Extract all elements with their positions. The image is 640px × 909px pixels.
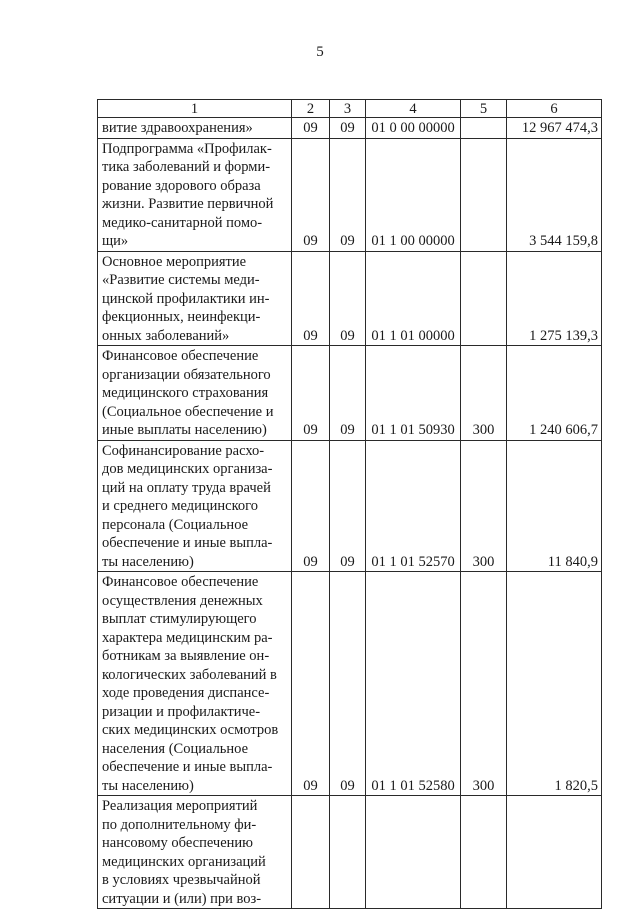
column-header: 5 bbox=[461, 100, 507, 118]
table-row bbox=[98, 796, 602, 909]
column-header: 3 bbox=[330, 100, 366, 118]
target-article-code: 01 1 01 52580 bbox=[366, 572, 461, 796]
section-code: 09 bbox=[292, 138, 330, 251]
amount-value: 12 967 474,3 bbox=[507, 118, 602, 139]
subsection-code: 09 bbox=[330, 572, 366, 796]
target-article-code: 01 0 00 00000 bbox=[366, 118, 461, 139]
row-name: Реализация мероприятий по дополнительному фи- нансовому обеспечению медицинских организаций в условиях чрезвычайной ситуации и (или) при воз- bbox=[98, 796, 292, 909]
subsection-code: 09 bbox=[330, 346, 366, 441]
expense-type-code: 300 bbox=[461, 346, 507, 441]
row-name: витие здравоохранения» bbox=[98, 118, 292, 139]
section-code bbox=[292, 796, 330, 909]
budget-table bbox=[97, 99, 602, 909]
section-code: 09 bbox=[292, 251, 330, 346]
amount-value: 1 240 606,7 bbox=[507, 346, 602, 441]
expense-type-code bbox=[461, 138, 507, 251]
target-article-code: 01 1 01 50930 bbox=[366, 346, 461, 441]
expense-type-code: 300 bbox=[461, 440, 507, 572]
expense-type-code bbox=[461, 118, 507, 139]
amount-value: 1 820,5 bbox=[507, 572, 602, 796]
amount-value: 11 840,9 bbox=[507, 440, 602, 572]
target-article-code bbox=[366, 796, 461, 909]
subsection-code bbox=[330, 796, 366, 909]
amount-value: 3 544 159,8 bbox=[507, 138, 602, 251]
row-name: Подпрограмма «Профилак- тика заболеваний и форми- рование здорового образа жизни. Развитие первичной медико-санитарной помо- щи» bbox=[98, 138, 292, 251]
expense-type-code bbox=[461, 796, 507, 909]
amount-value bbox=[507, 796, 602, 909]
row-name: Финансовое обеспечение организации обязательного медицинского страхования (Социальное обеспечение и иные выплаты населению) bbox=[98, 346, 292, 441]
section-code: 09 bbox=[292, 572, 330, 796]
target-article-code: 01 1 01 52570 bbox=[366, 440, 461, 572]
target-article-code: 01 1 01 00000 bbox=[366, 251, 461, 346]
section-code: 09 bbox=[292, 440, 330, 572]
table-row bbox=[98, 572, 602, 796]
table-header-row bbox=[98, 100, 602, 118]
expense-type-code bbox=[461, 251, 507, 346]
table-row bbox=[98, 346, 602, 441]
target-article-code: 01 1 00 00000 bbox=[366, 138, 461, 251]
subsection-code: 09 bbox=[330, 138, 366, 251]
subsection-code: 09 bbox=[330, 118, 366, 139]
row-name: Софинансирование расхо- дов медицинских организа- ций на оплату труда врачей и среднего медицинского персонала (Социальное обеспечение и иные выпла- ты населению) bbox=[98, 440, 292, 572]
page-number: 5 bbox=[316, 44, 324, 60]
subsection-code: 09 bbox=[330, 251, 366, 346]
row-name: Основное мероприятие «Развитие системы меди- цинской профилактики ин- фекционных, неинфекци- онных заболеваний» bbox=[98, 251, 292, 346]
column-header: 2 bbox=[292, 100, 330, 118]
column-header: 1 bbox=[98, 100, 292, 118]
subsection-code: 09 bbox=[330, 440, 366, 572]
table-row bbox=[98, 440, 602, 572]
section-code: 09 bbox=[292, 346, 330, 441]
row-name: Финансовое обеспечение осуществления денежных выплат стимулирующего характера медицинским ра- ботникам за выявление он- кологических заболеваний в ходе проведения диспансе- ризации и профилактиче- ских медицинских осмотров населения (Социальное обеспечение и иные выпла- ты населению) bbox=[98, 572, 292, 796]
table-row bbox=[98, 118, 602, 139]
column-header: 6 bbox=[507, 100, 602, 118]
table-row bbox=[98, 138, 602, 251]
section-code: 09 bbox=[292, 118, 330, 139]
expense-type-code: 300 bbox=[461, 572, 507, 796]
amount-value: 1 275 139,3 bbox=[507, 251, 602, 346]
table-row bbox=[98, 251, 602, 346]
column-header: 4 bbox=[366, 100, 461, 118]
